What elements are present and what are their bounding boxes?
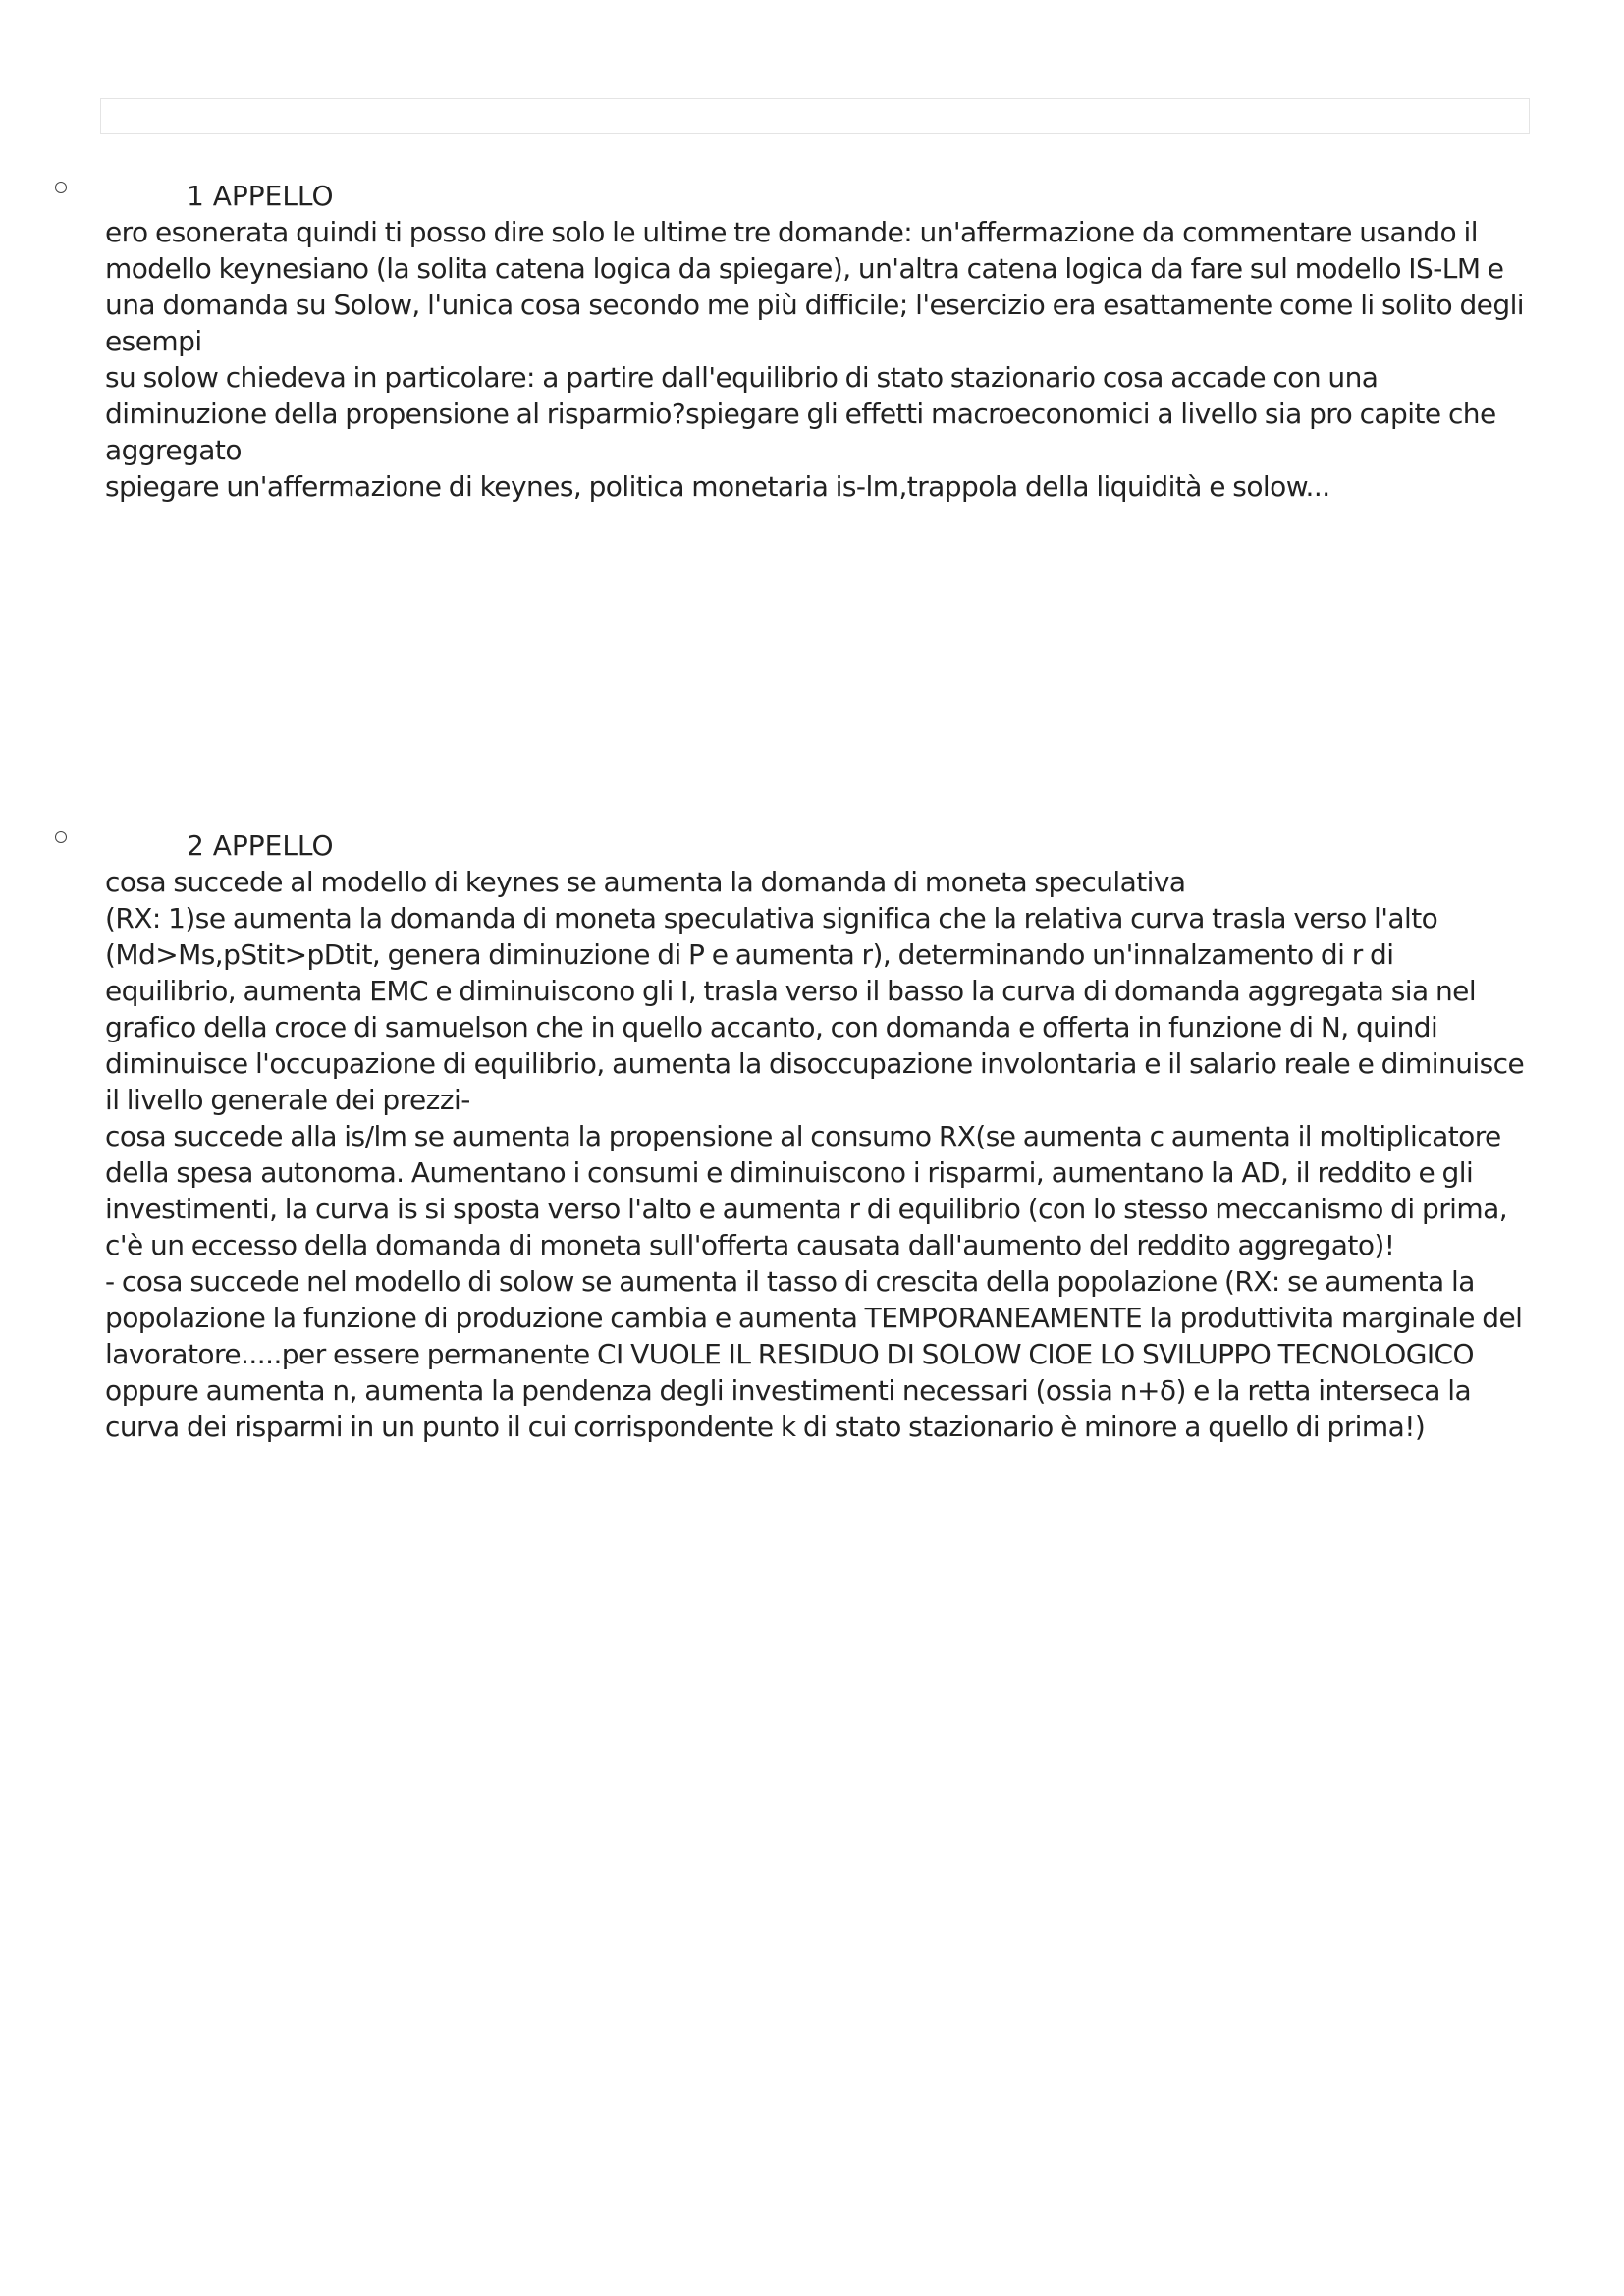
section-appello-1	[105, 178, 1529, 505]
section-title: 1 APPELLO	[187, 180, 334, 212]
paragraph: - cosa succede nel modello di solow se aumenta il tasso di crescita della popolazione (RX: se aumenta la popolazione la funzione di produzione cambia e aumenta TEMPORANEAMENTE la produttivita marginale del lavoratore.....per essere permanente CI VUOLE IL RESIDUO DI SOLOW CIOE LO SVILUPPO TECNOLOGICO oppure aumenta n, aumenta la pendenza degli investimenti necessari (ossia n+δ) e la retta interseca la curva dei risparmi in un punto il cui corrispondente k di stato stazionario è minore a quello di prima!)	[105, 1265, 1523, 1443]
header-box	[100, 98, 1530, 134]
paragraph: (RX: 1)se aumenta la domanda di moneta speculativa significa che la relativa curva trasla verso l'alto (Md>Ms,pStit>pDtit, genera diminuzione di P e aumenta r), determinando un'innalzamento di r di equilibrio, aumenta EMC e diminuiscono gli I, trasla verso il basso la curva di domanda aggregata sia nel grafico della croce di samuelson che in quello accanto, con domanda e offerta in funzione di N, quindi diminuisce l'occupazione di equilibrio, aumenta la disoccupazione involontaria e il salario reale e diminuisce il livello generale dei prezzi-	[105, 902, 1525, 1116]
section-appello-2	[105, 828, 1529, 1445]
paragraph: spiegare un'affermazione di keynes, politica monetaria is-lm,trappola della liquidità e solow...	[105, 470, 1330, 503]
paragraph: ero esonerata quindi ti posso dire solo le ultime tre domande: un'affermazione da commentare usando il modello keynesiano (la solita catena logica da spiegare), un'altra catena logica da fare sul modello IS-LM e una domanda su Solow, l'unica cosa secondo me più difficile; l'esercizio era esattamente come li solito degli esempi	[105, 216, 1525, 357]
paragraph: su solow chiedeva in particolare: a partire dall'equilibrio di stato stazionario cosa accade con una diminuzione della propensione al risparmio?spiegare gli effetti macroeconomici a livello sia pro capite che aggregato	[105, 361, 1496, 466]
list-bullet-icon	[55, 831, 67, 843]
paragraph: cosa succede al modello di keynes se aumenta la domanda di moneta speculativa	[105, 866, 1186, 898]
section-title: 2 APPELLO	[187, 829, 334, 862]
paragraph: cosa succede alla is/lm se aumenta la propensione al consumo RX(se aumenta c aumenta il moltiplicatore della spesa autonoma. Aumentano i consumi e diminuiscono i risparmi, aumentano la AD, il reddito e gli investimenti, la curva is si sposta verso l'alto e aumenta r di equilibrio (con lo stesso meccanismo di prima, c'è un eccesso della domanda di moneta sull'offerta causata dall'aumento del reddito aggregato)!	[105, 1120, 1508, 1261]
list-bullet-icon	[55, 182, 67, 193]
